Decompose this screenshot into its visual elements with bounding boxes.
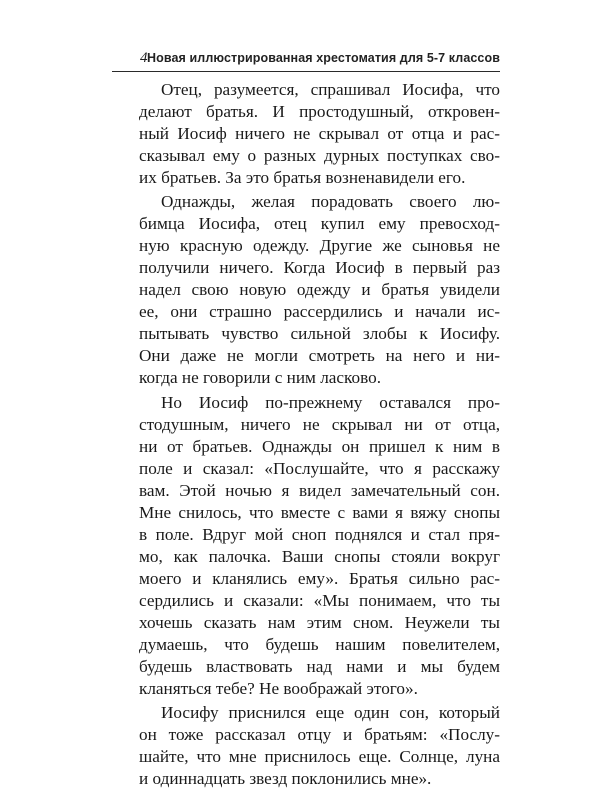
text-line: вам. Этой ночью я видел замечательный сон. <box>139 480 500 500</box>
book-title: Новая иллюстрированная хрестоматия для 5-7 классов <box>147 51 500 65</box>
text-line: их братьев. За это братья возненавидели его. <box>139 168 466 187</box>
text-line: сказывал ему о разных дурных поступках сво- <box>139 146 500 165</box>
text-line: поле и сказал: «Послушайте, что я расскажу <box>139 458 500 478</box>
text-line: Однажды, желая порадовать своего лю- <box>161 192 500 212</box>
text-line: бимца Иосифа, отец купил ему превосход- <box>139 214 500 234</box>
text-line: моего и кланялись ему». Братья сильно рас- <box>139 568 500 588</box>
paragraph-1 <box>139 79 500 189</box>
text-line: мо, как палочка. Ваши снопы стояли вокруг <box>139 546 500 566</box>
text-line: хочешь сказать нам этим сном. Неужели ты <box>139 612 500 632</box>
header-rule <box>112 71 500 72</box>
text-line: надел свою новую одежду и братья увидели <box>139 280 500 300</box>
paragraph-3 <box>139 392 500 700</box>
text-line: ни от братьев. Однажды он пришел к ним в <box>139 436 500 456</box>
text-line: он тоже рассказал отцу и братьям: «Послу- <box>139 725 500 745</box>
text-line: ный Иосиф ничего не скрывал от отца и рас- <box>139 124 500 143</box>
text-line: в поле. Вдруг мой сноп поднялся и стал пря- <box>139 524 500 544</box>
text-line: Они даже не могли смотреть на него и ни- <box>139 346 500 366</box>
text-line: думаешь, что будешь нашим повелителем, <box>139 634 500 654</box>
text-line: когда не говорили с ним ласково. <box>139 368 382 388</box>
text-line: будешь властвовать над нами и мы будем <box>139 656 500 676</box>
text-line: Но Иосиф по-прежнему оставался про- <box>161 392 500 412</box>
text-line: получили ничего. Когда Иосиф в первый раз <box>139 258 500 278</box>
running-head <box>112 47 500 69</box>
text-line: кланяться тебе? Не воображай этого». <box>139 678 418 698</box>
text-line: сердились и сказали: «Мы понимаем, что ты <box>139 590 500 610</box>
paragraph-4 <box>139 702 500 790</box>
text-line: пытывать чувство сильной злобы к Иосифу. <box>139 324 500 344</box>
text-line: стодушным, ничего не скрывал ни от отца, <box>139 414 500 434</box>
text-line: Иосифу приснился еще один сон, который <box>161 703 500 723</box>
body-text <box>139 79 500 793</box>
text-line: ее, они страшно рассердились и начали ис- <box>139 302 500 322</box>
page-number: 4 <box>140 50 148 66</box>
paragraph-2 <box>139 191 500 389</box>
text-line: Отец, разумеется, спрашивал Иосифа, что <box>161 80 500 99</box>
text-line: Мне снилось, что вместе с вами я вяжу снопы <box>139 502 500 522</box>
text-line: и одиннадцать звезд поклонились мне». <box>139 769 432 789</box>
text-line: ную красную одежду. Другие же сыновья не <box>139 236 500 256</box>
text-line: шайте, что мне приснилось еще. Солнце, луна <box>139 747 500 767</box>
text-line: делают братья. И простодушный, откровен- <box>139 102 500 121</box>
